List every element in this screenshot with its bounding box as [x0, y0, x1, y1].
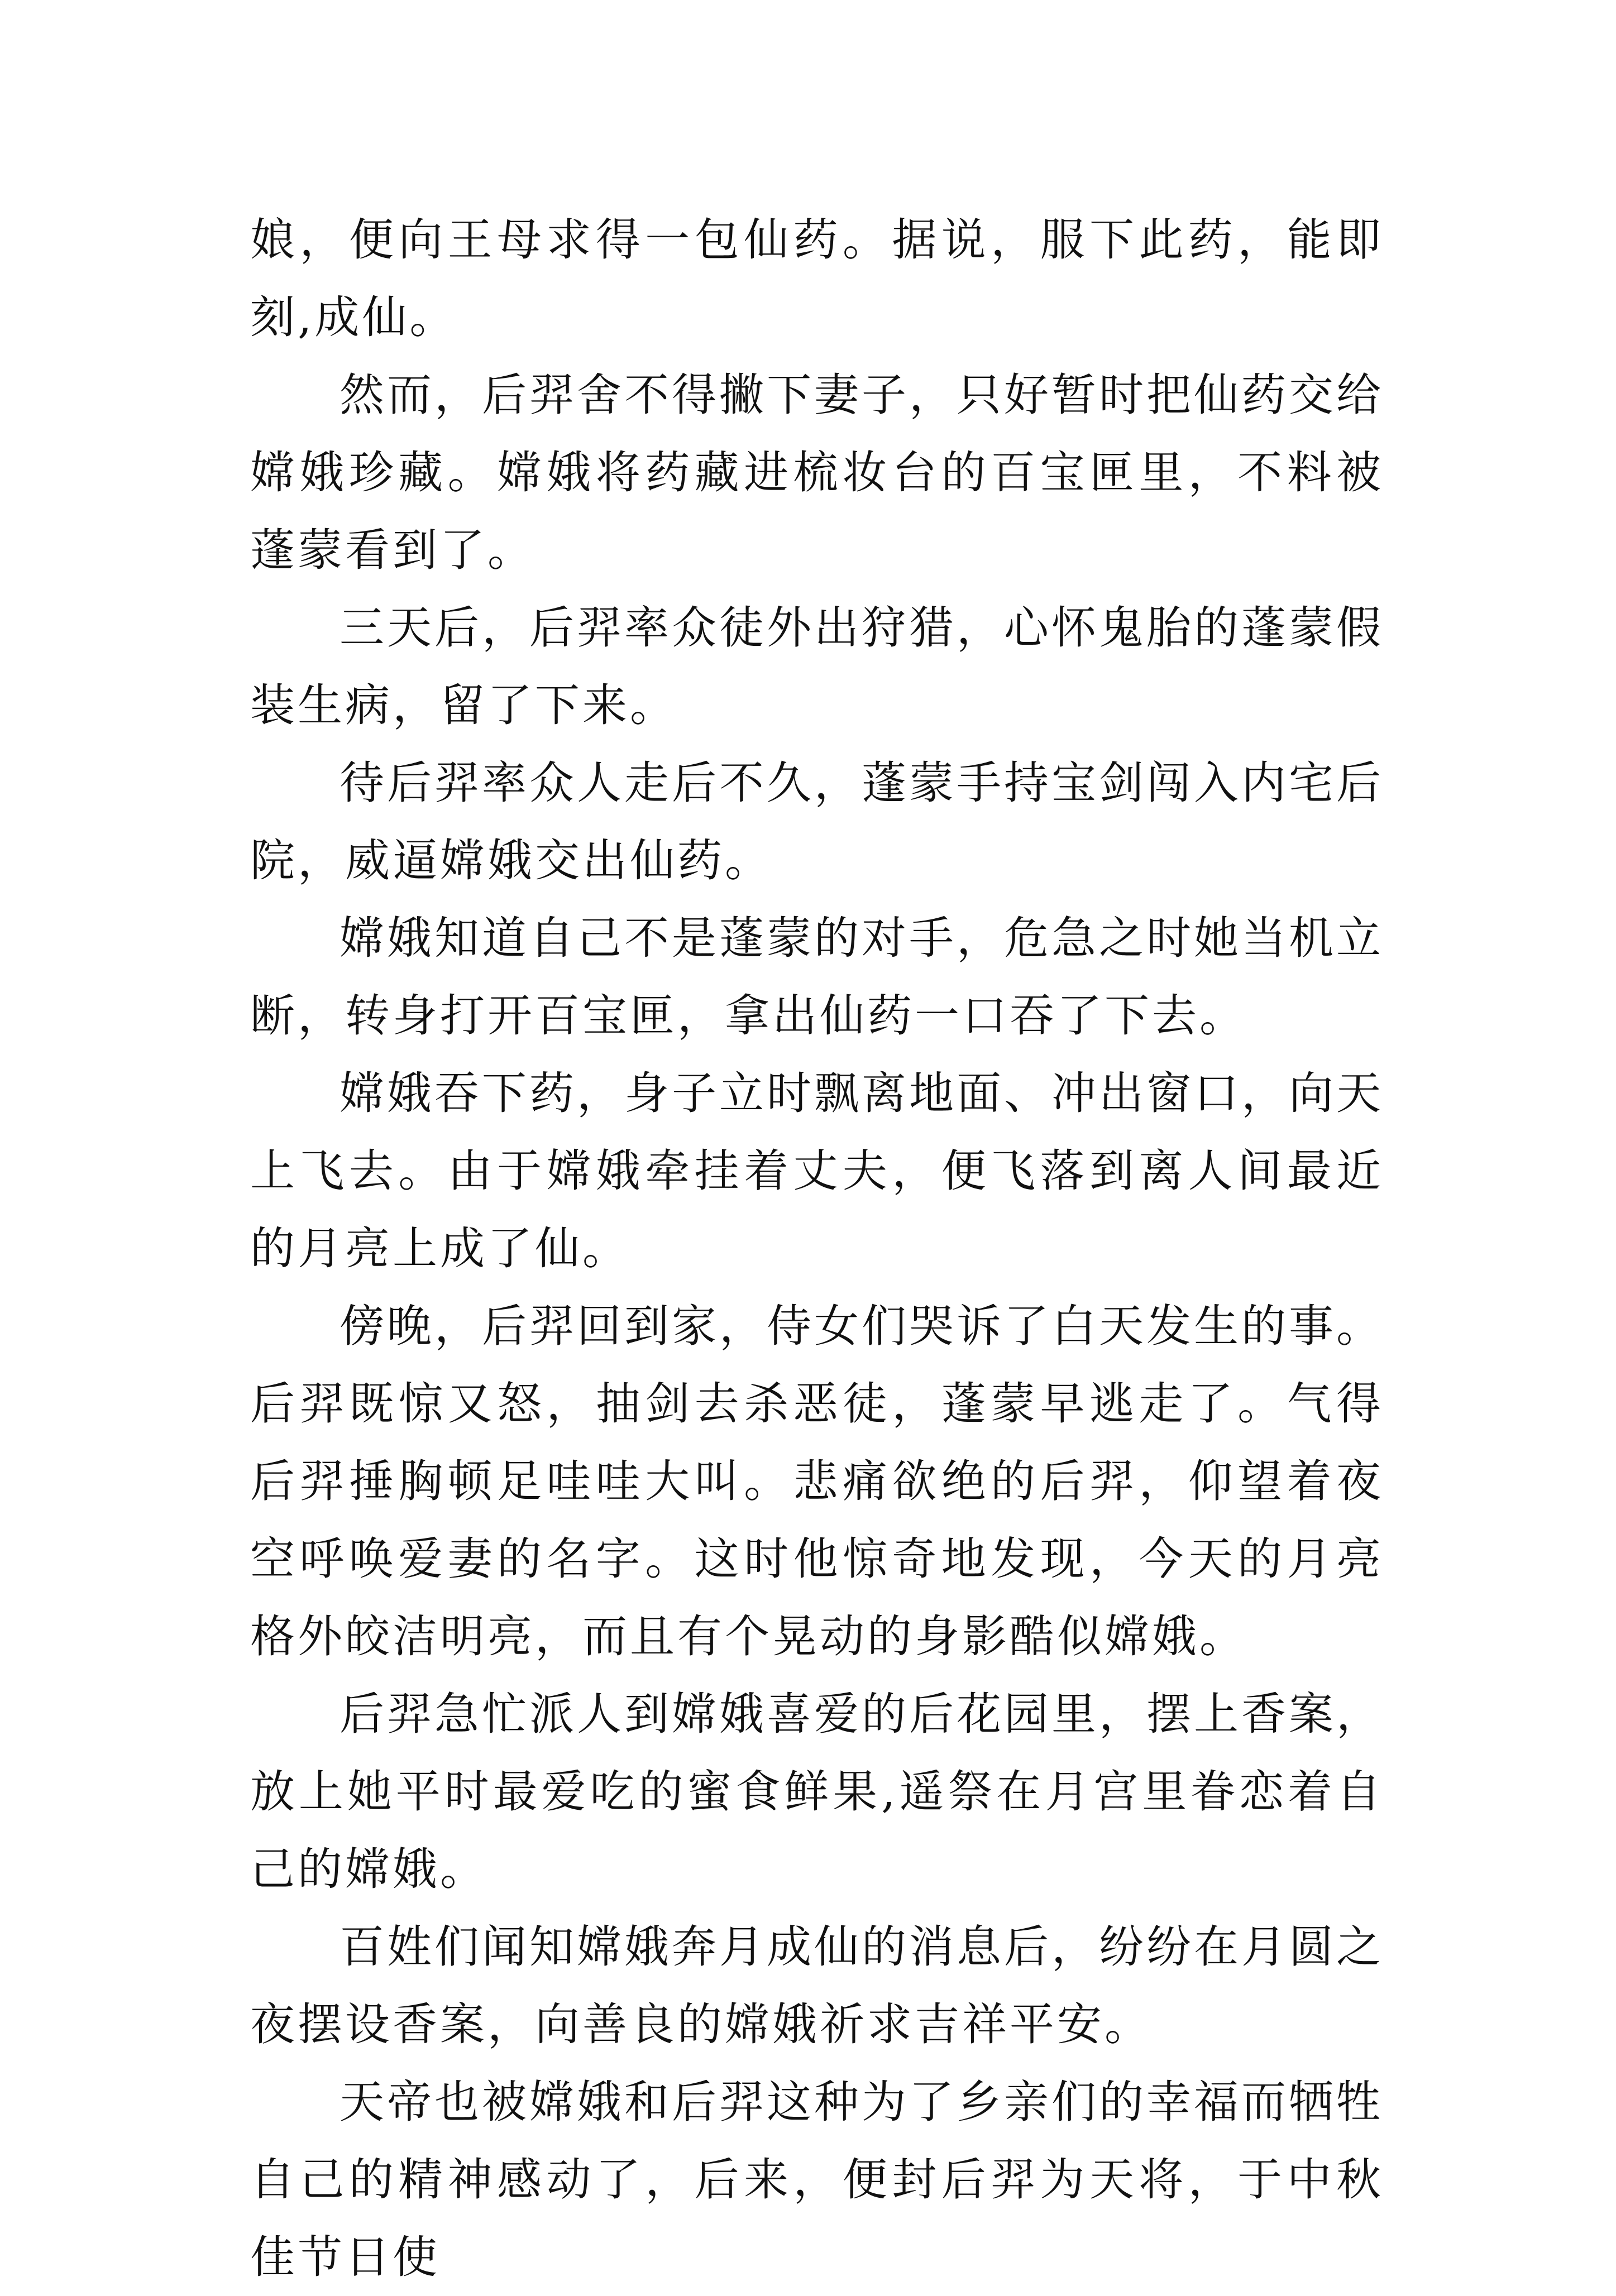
paragraph-4: 待后羿率众人走后不久，蓬蒙手持宝剑闯入内宅后院，威逼嫦娥交出仙药。: [250, 757, 1384, 886]
paragraph-9: 百姓们闻知嫦娥奔月成仙的消息后，纷纷在月圆之夜摆设香案，向善良的嫦娥祈求吉祥平安。: [250, 1921, 1384, 2050]
paragraph-7: 傍晚，后羿回到家，侍女们哭诉了白天发生的事。后羿既惊又怒，抽剑去杀恶徒，蓬蒙早逃走了。气得后羿捶胸顿足哇哇大叫。悲痛欲绝的后羿，仰望着夜空呼唤爱妻的名字。这时他惊奇地发现，今天的月亮格外皎洁明亮，而且有个晃动的身影酷似嫦娥。: [250, 1300, 1384, 1662]
paragraph-8: 后羿急忙派人到嫦娥喜爱的后花园里，摆上香案，放上她平时最爱吃的蜜食鲜果,遥祭在月宫里眷恋着自己的嫦娥。: [250, 1688, 1384, 1895]
paragraph-2: 然而，后羿舍不得撇下妻子，只好暂时把仙药交给嫦娥珍藏。嫦娥将药藏进梳妆台的百宝匣里，不料被蓬蒙看到了。: [250, 369, 1384, 576]
paragraph-1: 娘，便向王母求得一包仙药。据说，服下此药，能即刻,成仙。: [250, 214, 1384, 343]
paragraph-10: 天帝也被嫦娥和后羿这种为了乡亲们的幸福而牺牲自己的精神感动了，后来，便封后羿为天将，于中秋佳节日使: [250, 2076, 1384, 2283]
paragraph-3: 三天后，后羿率众徒外出狩猎，心怀鬼胎的蓬蒙假装生病，留了下来。: [250, 602, 1384, 731]
paragraph-6: 嫦娥吞下药，身子立时飘离地面、冲出窗口，向天上飞去。由于嫦娥牵挂着丈夫，便飞落到离人间最近的月亮上成了仙。: [250, 1067, 1384, 1274]
paragraph-5: 嫦娥知道自己不是蓬蒙的对手，危急之时她当机立断，转身打开百宝匣，拿出仙药一口吞了下去。: [250, 912, 1384, 1042]
document-body: [250, 201, 1384, 2296]
